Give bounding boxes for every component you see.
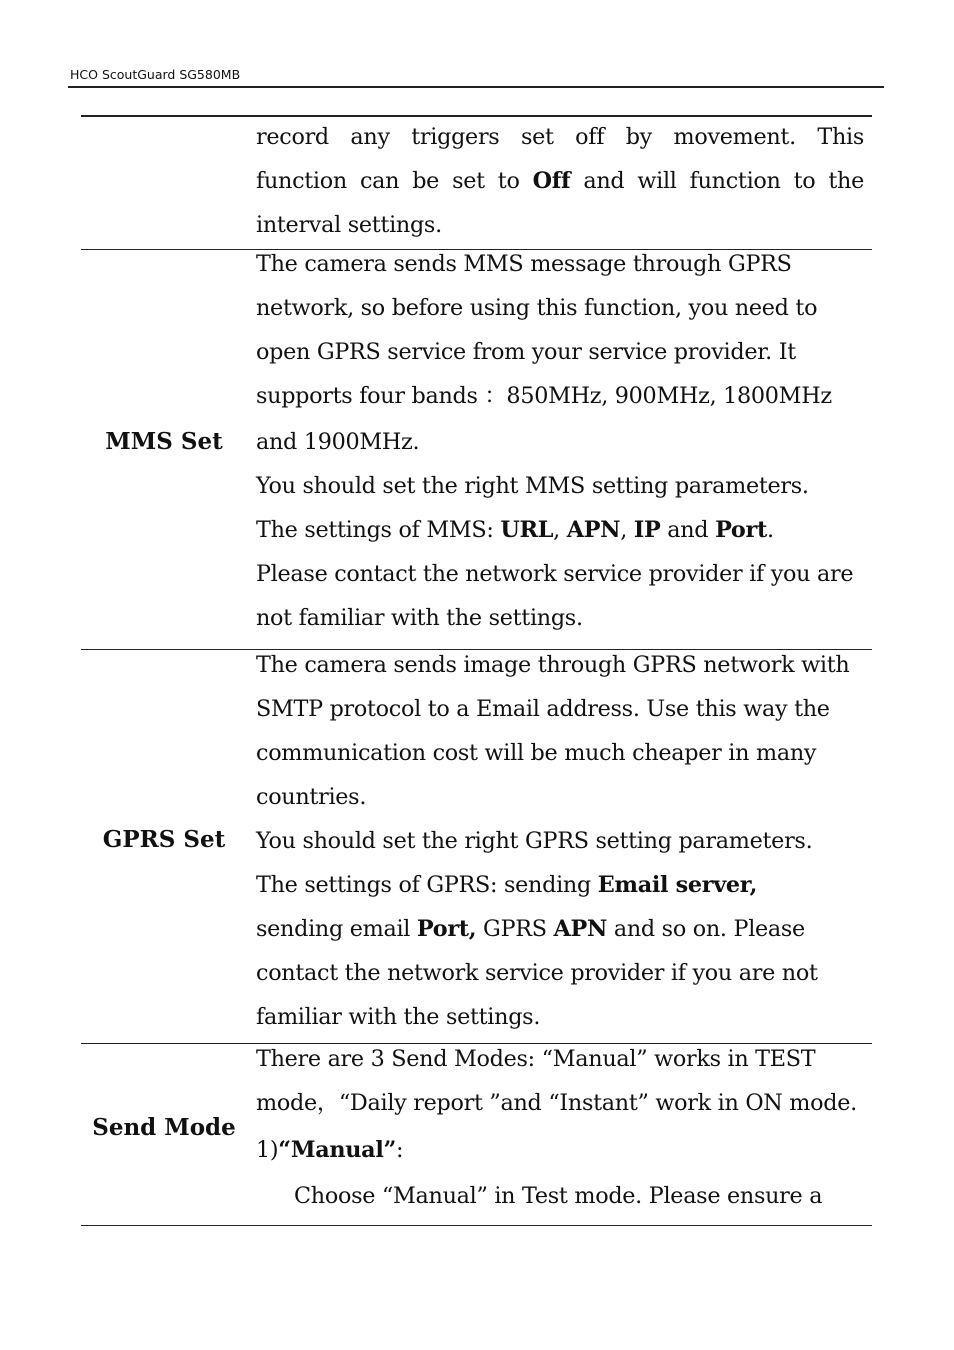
text-line: countries. — [256, 784, 367, 810]
text-line: interval settings. — [256, 212, 442, 238]
row-description — [256, 1037, 864, 1218]
text-line: familiar with the settings. — [256, 1004, 541, 1030]
text-line: The settings of GPRS: sending Email server, — [256, 872, 758, 898]
text-line: and 1900MHz. — [256, 429, 420, 455]
text-line: Choose “Manual” in Test mode. Please ensure a — [294, 1183, 823, 1209]
table-row-gprs-set — [81, 650, 872, 1044]
row-description — [256, 242, 864, 640]
text-line: network, so before using this function, you need to — [256, 295, 818, 321]
text-line: Please contact the network service provider if you are — [256, 561, 854, 587]
row-label: GPRS Set — [102, 826, 226, 853]
row-description — [256, 643, 864, 1039]
text-line: There are 3 Send Modes: “Manual” works in TEST — [256, 1046, 816, 1072]
text-line: You should set the right GPRS setting parameters. — [256, 828, 813, 854]
text-line: contact the network service provider if you are not — [256, 960, 818, 986]
table-row-send-mode — [81, 1044, 872, 1226]
text-line: not familiar with the settings. — [256, 605, 583, 631]
text-line: sending email Port, GPRS APN and so on. Please — [256, 916, 805, 942]
text-line: supports four bands ：850MHz, 900MHz, 1800MHz — [256, 383, 832, 409]
text-line: mode，“Daily report ”and “Instant” work in ON mode. — [256, 1090, 857, 1116]
text-line: communication cost will be much cheaper in many — [256, 740, 817, 766]
text-line: record any triggers set off by movement. This — [256, 124, 864, 150]
text-line: function can be set to Off and will function to the — [256, 168, 865, 194]
row-label: MMS Set — [105, 428, 223, 455]
text-line: The settings of MMS: URL, APN, IP and Port. — [256, 517, 774, 543]
text-line: The camera sends MMS message through GPRS — [256, 251, 792, 277]
text-line: You should set the right MMS setting parameters. — [256, 473, 809, 499]
row-description — [256, 115, 864, 247]
page-header: HCO ScoutGuard SG580MB — [70, 67, 241, 82]
text-line: 1)“Manual”: — [256, 1137, 404, 1163]
table-row-mms-set — [81, 250, 872, 650]
header-rule — [68, 86, 884, 88]
text-line: SMTP protocol to a Email address. Use this way the — [256, 696, 830, 722]
text-line: The camera sends image through GPRS network with — [256, 652, 850, 678]
text-line: open GPRS service from your service provider. It — [256, 339, 796, 365]
row-label: Send Mode — [92, 1114, 236, 1141]
settings-table — [81, 115, 872, 1226]
table-row — [81, 115, 872, 250]
